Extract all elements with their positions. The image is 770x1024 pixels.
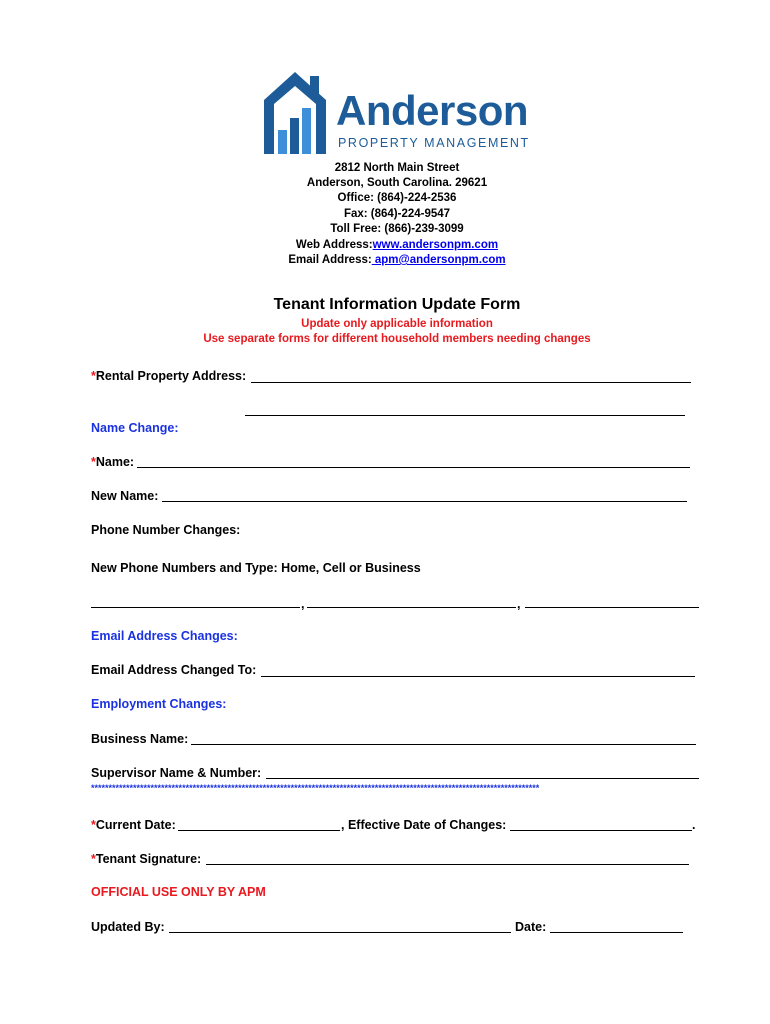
rental-address-field-1[interactable] — [251, 382, 691, 383]
end-period: . — [692, 818, 696, 832]
toll-free-number: Toll Free: (866)-239-3099 — [330, 223, 464, 235]
email-address-link[interactable]: apm@andersonpm.com — [371, 254, 506, 266]
supervisor-field[interactable] — [266, 778, 699, 779]
rental-address-field-2[interactable] — [245, 415, 685, 416]
fax-number: Fax: (864)-224-9547 — [343, 208, 451, 220]
form-title: Tenant Information Update Form — [273, 296, 521, 313]
tenant-signature-label — [91, 852, 201, 866]
official-use-heading: OFFICIAL USE ONLY BY APM — [91, 885, 266, 899]
new-name-label: New Name: — [91, 489, 159, 503]
effective-date-field[interactable] — [510, 830, 692, 831]
web-address-label: Web Address: — [295, 239, 373, 251]
email-changes-heading: Email Address Changes: — [91, 629, 238, 643]
logo-subtitle: PROPERTY MANAGEMENT — [338, 136, 530, 150]
rental-address-text: Rental Property Address: — [95, 369, 247, 383]
email-changed-field[interactable] — [261, 676, 695, 677]
effective-date-label: , Effective Date of Changes: — [341, 818, 507, 832]
house-chart-icon — [262, 70, 328, 156]
comma-separator: , — [517, 597, 521, 611]
updated-by-label: Updated By: — [91, 920, 165, 934]
web-address — [0, 238, 770, 253]
business-name-label: Business Name: — [91, 732, 189, 746]
rental-address-label — [91, 369, 246, 383]
current-date-field[interactable] — [178, 830, 340, 831]
company-logo — [262, 70, 542, 158]
date-field[interactable] — [550, 932, 683, 933]
email-address — [0, 253, 770, 268]
tenant-signature-field[interactable] — [206, 864, 689, 865]
office-phone: Office: (864)-224-2536 — [337, 192, 457, 204]
comma-separator: , — [301, 597, 305, 611]
phone-field-3[interactable] — [525, 607, 699, 608]
form-note-separate: Use separate forms for different household members needing changes — [203, 333, 591, 345]
address-street: 2812 North Main Street — [334, 162, 460, 174]
supervisor-label: Supervisor Name & Number: — [91, 766, 262, 780]
name-label — [91, 455, 134, 469]
new-name-field[interactable] — [162, 501, 687, 502]
current-date-label — [91, 818, 176, 832]
required-marker: * — [91, 369, 96, 383]
name-change-heading: Name Change: — [91, 421, 179, 435]
required-marker: * — [91, 818, 96, 832]
phone-changes-label: Phone Number Changes: — [91, 523, 241, 537]
tenant-signature-text: Tenant Signature: — [95, 852, 202, 866]
date-label: Date: — [515, 920, 547, 934]
required-marker: * — [91, 852, 96, 866]
phone-field-1[interactable] — [91, 607, 300, 608]
address-city: Anderson, South Carolina. 29621 — [306, 177, 488, 189]
business-name-field[interactable] — [191, 744, 696, 745]
phone-field-2[interactable] — [307, 607, 516, 608]
logo-brand: Anderson — [336, 87, 529, 134]
new-phone-label: New Phone Numbers and Type: Home, Cell or Business — [91, 561, 421, 575]
updated-by-field[interactable] — [169, 932, 511, 933]
current-date-text: Current Date: — [95, 818, 176, 832]
required-marker: * — [91, 455, 96, 469]
name-text: Name: — [95, 455, 135, 469]
separator-stars: ******************************************************************************************************************************** — [91, 783, 540, 793]
name-field[interactable] — [137, 467, 690, 468]
employment-changes-heading: Employment Changes: — [91, 697, 227, 711]
web-address-link[interactable]: www.andersonpm.com — [372, 239, 499, 251]
form-note-applicable: Update only applicable information — [301, 318, 493, 330]
email-changed-label: Email Address Changed To: — [91, 663, 257, 677]
email-address-label: Email Address: — [288, 254, 372, 266]
